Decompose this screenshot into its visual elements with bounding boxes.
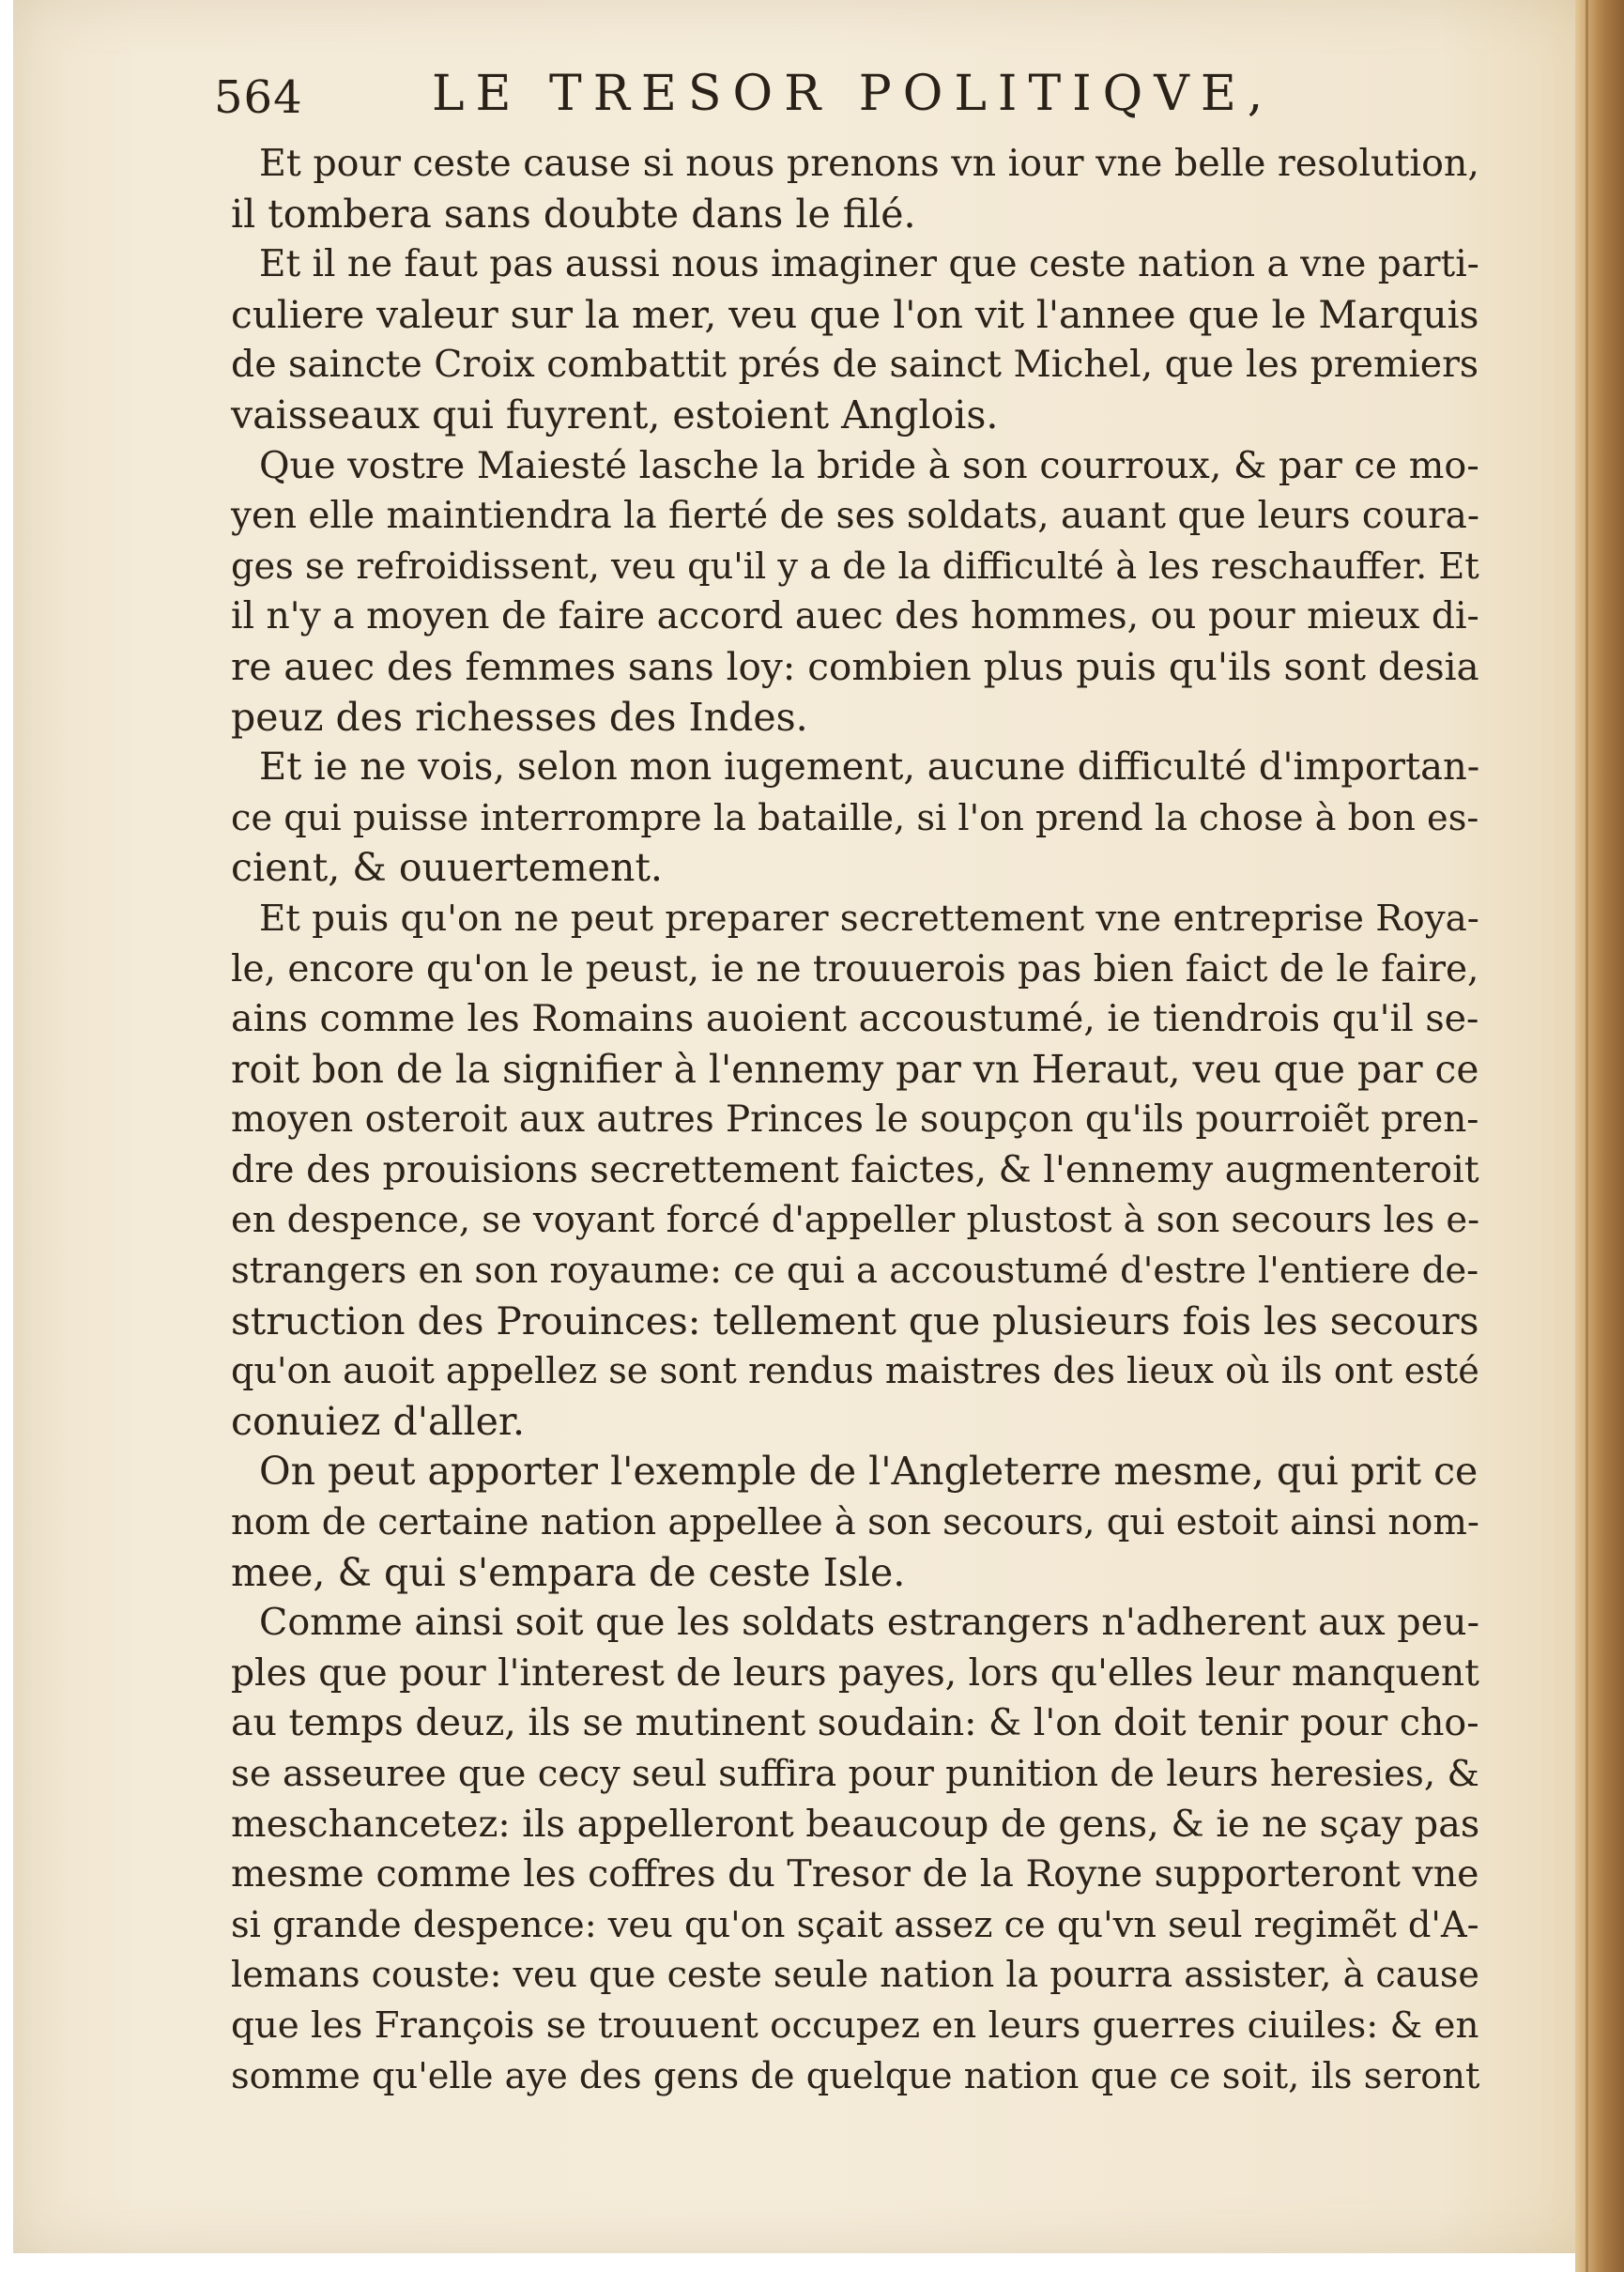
- text-line: nom de certaine nation appellee à son secours, qui estoit ainsi nom-: [231, 1501, 1479, 1544]
- paragraph: [231, 239, 1479, 440]
- text-line: culiere valeur sur la mer, veu que l'on vit l'annee que le Marquis: [231, 291, 1479, 337]
- text-line: ges se refroidissent, veu qu'il y a de la difficulté à les reschauffer. Et: [231, 545, 1479, 588]
- text-line: peuz des richesses des Indes.: [231, 694, 808, 740]
- text-line: si grande despence: veu qu'on sçait assez ce qu'vn seul regimẽt d'A-: [231, 1903, 1479, 1946]
- text-line: meschancetez: ils appelleront beaucoup de gens, & ie ne sçay pas: [231, 1802, 1480, 1846]
- paragraph: [231, 743, 1479, 894]
- book-page-edge: [1575, 0, 1624, 2272]
- paragraph: [231, 441, 1479, 744]
- text-line: ains comme les Romains auoient accoustumé, ie tiendrois qu'il se-: [231, 997, 1479, 1041]
- text-line: Et il ne faut pas aussi nous imaginer que ceste nation a vne parti-: [259, 243, 1479, 286]
- text-line: roit bon de la signifier à l'ennemy par vn Heraut, veu que par ce: [231, 1046, 1479, 1092]
- text-line: dre des prouisions secrettement faictes, & l'ennemy augmenteroit: [231, 1147, 1479, 1191]
- text-line: somme qu'elle aye des gens de quelque nation que ce soit, ils seront: [231, 2054, 1480, 2097]
- text-line: il n'y a moyen de faire accord auec des hommes, ou pour mieux di-: [231, 595, 1479, 638]
- page-number: 564: [214, 71, 303, 124]
- text-line: se asseuree que cecy seul suffira pour punition de leurs heresies, &: [231, 1753, 1479, 1795]
- text-line: conuiez d'aller.: [231, 1398, 526, 1444]
- paragraph: [231, 139, 1479, 239]
- text-line: On peut apporter l'exemple de l'Angleterre mesme, qui prit ce: [259, 1449, 1478, 1495]
- text-line: Et ie ne vois, selon mon iugement, aucune difficulté d'importan-: [259, 745, 1480, 790]
- paragraph: [231, 1598, 1479, 2101]
- text-line: que les François se trouuent occupez en leurs guerres ciuiles: & en: [231, 2003, 1479, 2047]
- paragraph: [231, 1447, 1479, 1598]
- text-line: Et puis qu'on ne peut preparer secrettement vne entreprise Roya-: [259, 897, 1479, 940]
- text-line: Que vostre Maiesté lasche la bride à son courroux, & par ce mo-: [259, 443, 1479, 487]
- text-line: cient, & ouuertement.: [231, 845, 663, 891]
- page-edge-shadow: [1586, 0, 1588, 2272]
- text-line: au temps deuz, ils se mutinent soudain: & l'on doit tenir pour cho-: [231, 1701, 1479, 1745]
- paragraph: [231, 894, 1479, 1448]
- text-line: en despence, se voyant forcé d'appeller plustost à son secours les e-: [231, 1199, 1480, 1242]
- text-line: ce qui puisse interrompre la bataille, si l'on prend la chose à bon es-: [231, 796, 1479, 839]
- text-line: yen elle maintiendra la fierté de ses soldats, auant que leurs coura-: [231, 495, 1479, 538]
- text-line: moyen osteroit aux autres Princes le soupçon qu'ils pourroiẽt pren-: [231, 1098, 1479, 1142]
- page-header: [214, 66, 1397, 131]
- running-title: LE TRESOR POLITIQVE,: [432, 66, 1275, 122]
- text-line: de saincte Croix combattit prés de sainct Michel, que les premiers: [231, 343, 1479, 387]
- text-line: re auec des femmes sans loy: combien plus puis qu'ils sont desia: [231, 643, 1479, 689]
- text-line: qu'on auoit appellez se sont rendus maistres des lieux où ils ont esté: [231, 1350, 1479, 1392]
- text-line: vaisseaux qui fuyrent, estoient Anglois.: [231, 391, 999, 438]
- text-line: Et pour ceste cause si nous prenons vn iour vne belle resolution,: [259, 142, 1479, 185]
- text-line: ples que pour l'interest de leurs payes, lors qu'elles leur manquent: [231, 1651, 1479, 1695]
- text-line: mesme comme les coffres du Tresor de la Royne supporteront vne: [231, 1852, 1479, 1896]
- body-text: [231, 139, 1479, 2101]
- text-line: strangers en son royaume: ce qui a accoustumé d'estre l'entiere de-: [231, 1250, 1479, 1293]
- text-line: le, encore qu'on le peust, ie ne trouuerois pas bien faict de le faire,: [231, 947, 1479, 990]
- text-line: struction des Prouinces: tellement que plusieurs fois les secours: [231, 1297, 1479, 1343]
- text-line: il tombera sans doubte dans le filé.: [231, 191, 916, 237]
- text-line: Comme ainsi soit que les soldats estrangers n'adherent aux peu-: [259, 1601, 1479, 1645]
- text-line: lemans couste: veu que ceste seule nation la pourra assister, à cause: [231, 1954, 1479, 1996]
- text-line: mee, & qui s'empara de ceste Isle.: [231, 1549, 906, 1595]
